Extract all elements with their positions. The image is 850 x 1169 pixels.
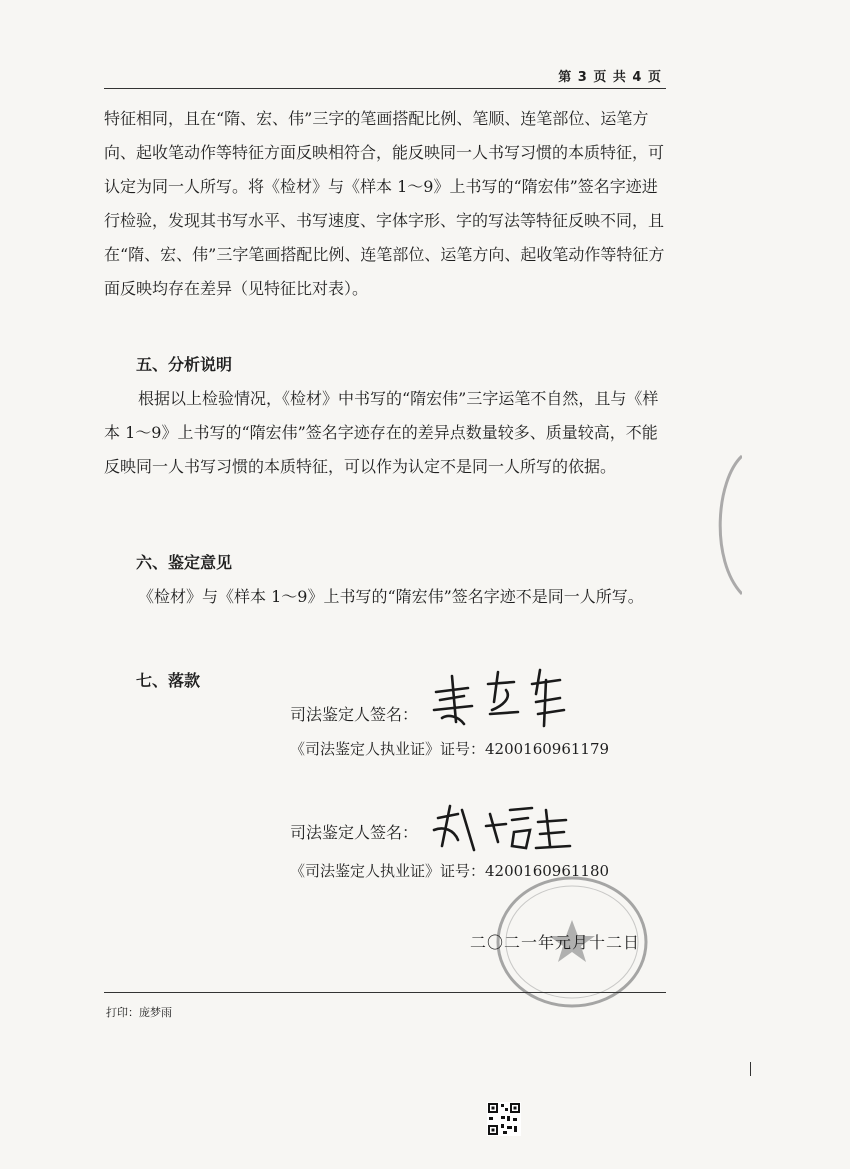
section6-paragraph: 《检材》与《样本 1～9》上书写的“隋宏伟”签名字迹不是同一人所写。	[138, 587, 644, 606]
page-number: 第 3 页 共 4 页	[558, 70, 662, 85]
footer-rule	[104, 992, 666, 993]
handwritten-signature-2	[428, 800, 578, 860]
section7-heading: 七、落款	[136, 671, 201, 690]
partial-seal	[702, 450, 742, 600]
printer-name: 打印：庞梦雨	[106, 1006, 172, 1019]
signature-label-2: 司法鉴定人签名：	[290, 823, 419, 842]
section6-heading: 六、鉴定意见	[136, 553, 233, 572]
handwritten-signature-1	[428, 662, 578, 732]
certificate-number-2: 《司法鉴定人执业证》证号：4200160961180	[290, 862, 610, 880]
certificate-number-1: 《司法鉴定人执业证》证号：4200160961179	[290, 740, 610, 758]
section5-paragraph: 根据以上检验情况，《检材》中书写的“隋宏伟”三字运笔不自然，且与《样本 1～9》上书写的“隋宏伟”签名字迹存在的差异点数量较多、质量较高，不能反映同一人书写习惯的本质特征，可以作为认定不是同一人所写的依据。	[104, 389, 659, 476]
qr-code-icon	[487, 1102, 521, 1136]
report-date: 二〇二一年元月十二日	[470, 933, 641, 952]
header-rule	[104, 88, 666, 89]
continuation-paragraph: 特征相同，且在“隋、宏、伟”三字的笔画搭配比例、笔顺、连笔部位、运笔方向、起收笔动作等特征方面反映相符合，能反映同一人书写习惯的本质特征，可认定为同一人所写。将《检材》与《样本 1～9》上书写的“隋宏伟”签名字迹进行检验，发现其书写水平、书写速度、字体字形、字的写法等特征反映不同，且在“隋、宏、伟”三字笔画搭配比例、连笔部位、运笔方向、起收笔动作等特征方面反映均存在差异（见特征比对表）。	[104, 109, 665, 298]
margin-mark	[750, 1062, 751, 1076]
section5-heading: 五、分析说明	[136, 355, 233, 374]
signature-label-1: 司法鉴定人签名：	[290, 705, 419, 724]
